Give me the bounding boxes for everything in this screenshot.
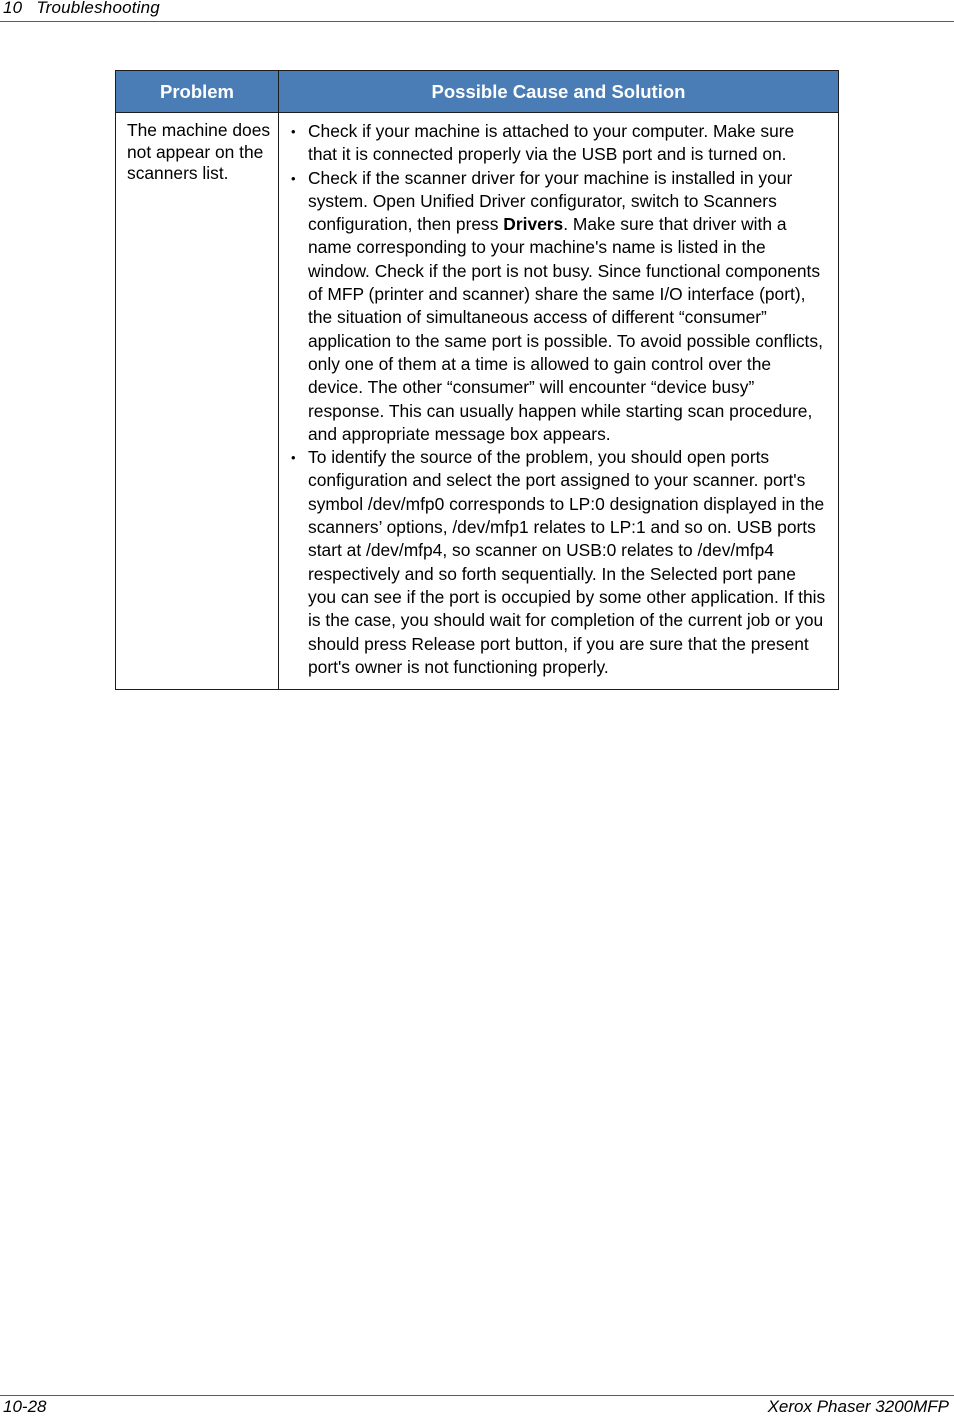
column-header-problem: Problem: [116, 71, 279, 113]
solution-cell: [279, 113, 839, 690]
chapter-title: Troubleshooting: [36, 0, 160, 17]
column-header-solution: Possible Cause and Solution: [279, 71, 839, 113]
drivers-emphasis: Drivers: [503, 214, 564, 235]
troubleshooting-table: [115, 70, 839, 690]
solution-item: • Check if your machine is attached to your computer. Make sure that it is connected properly via the USB port and is turned on.: [289, 120, 826, 167]
footer-rule: [0, 1395, 954, 1396]
table-header-row: [116, 71, 839, 113]
table-row: [116, 113, 839, 690]
running-header: [3, 0, 160, 18]
page-number: 10-28: [3, 1397, 47, 1416]
solution-text: . Make sure that driver with a name corresponding to your machine's name is listed in the window. Check if the port is not busy. Since functional components of MFP (printer and scanner) share the same I/O interface (port), the situation of simultaneous access of different “consumer” application to the same port is possible. To avoid possible conflicts, only one of them at a time is allowed to gain control over the device. The other “consumer” will encounter “device busy” response. This can usually happen while starting scan procedure, and appropriate message box appears.: [308, 214, 823, 444]
solution-item: • To identify the source of the problem, you should open ports configuration and select the port assigned to your scanner. port's symbol /dev/mfp0 corresponds to LP:0 designation displayed in the scanners’ options, /dev/mfp1 relates to LP:1 and so on. USB ports start at /dev/mfp4, so scanner on USB:0 relates to /dev/mfp4 respectively and so forth sequentially. In the Selected port pane you can see if the port is occupied by some other application. If this is the case, you should wait for completion of the current job or you should press Release port button, if you are sure that the present port's owner is not functioning properly.: [289, 446, 826, 679]
solution-text: Check if the scanner driver for your machine is installed in your system. Open Unified Driver configurator, switch to Scanners configuration, then press: [308, 167, 793, 235]
header-rule: [0, 21, 954, 22]
product-name: Xerox Phaser 3200MFP: [767, 1397, 949, 1416]
solution-list: [289, 120, 826, 679]
problem-cell: The machine does not appear on the scanners list.: [116, 113, 279, 690]
solution-item: [289, 167, 826, 447]
chapter-number: 10: [3, 0, 23, 17]
